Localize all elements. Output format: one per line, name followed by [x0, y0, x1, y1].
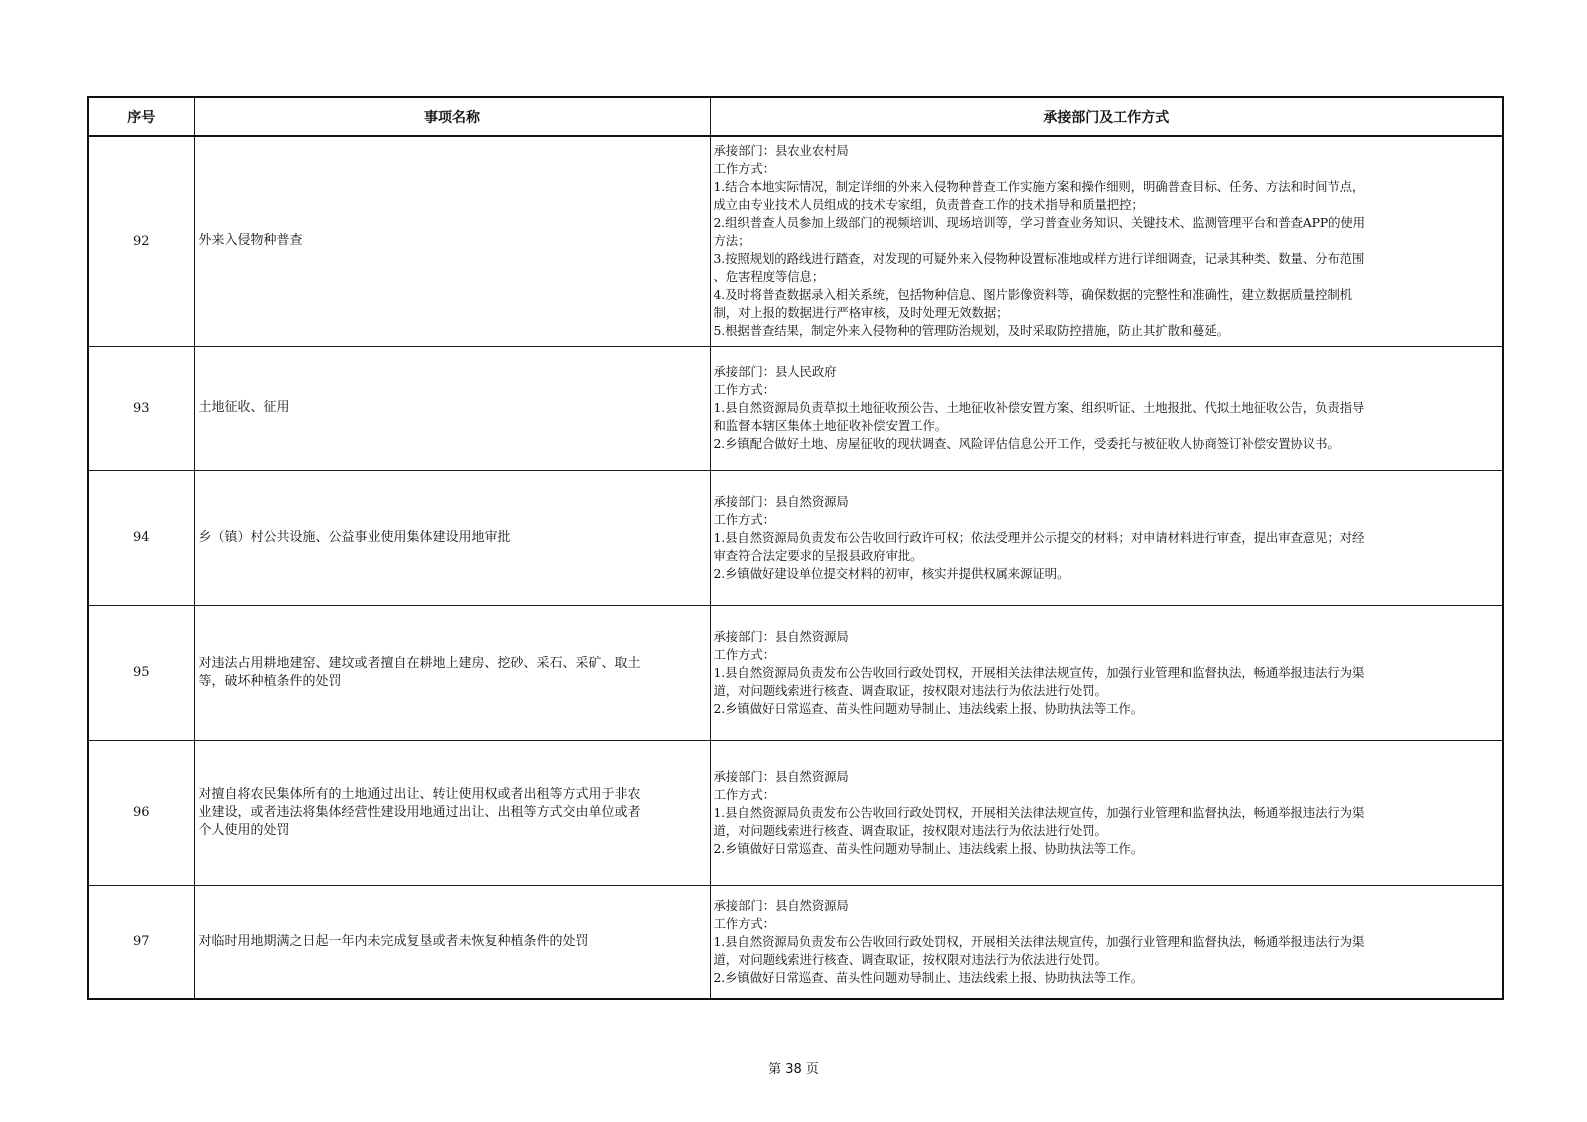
item-name: 土地征收、征用 — [194, 346, 710, 470]
method-label: 工作方式： — [713, 382, 775, 397]
method-line: 道，对问题线索进行核查、调查取证，按权限对违法行为依法进行处罚。 — [713, 951, 1107, 967]
item-name-line: 个人使用的处罚 — [198, 822, 290, 838]
method-label: 工作方式： — [713, 786, 775, 802]
method-line: 1.县自然资源局负责发布公告收回行政处罚权，开展相关法律法规宣传，加强行业管理和监督执法，畅通举报违法行为渠 — [713, 664, 1365, 680]
item-name-line: 对擅自将农民集体所有的土地通过出让、转让使用权或者出租等方式用于非农 — [198, 786, 641, 802]
row-number: 93 — [88, 346, 194, 470]
dept-and-method — [710, 885, 1503, 999]
item-name-line: 对违法占用耕地建窑、建坟或者擅自在耕地上建房、挖砂、采石、采矿、取土 — [198, 655, 641, 671]
dept-and-method — [710, 136, 1503, 346]
dept-line: 承接部门：县自然资源局 — [713, 768, 849, 784]
method-line: 2.乡镇做好日常巡查、苗头性问题劝导制止、违法线索上报、协助执法等工作。 — [713, 840, 1144, 856]
header-row — [88, 97, 1503, 136]
dept-line: 承接部门：县自然资源局 — [713, 493, 849, 509]
dept-and-method — [710, 346, 1503, 470]
header-name: 事项名称 — [194, 97, 710, 136]
item-name — [194, 605, 710, 740]
method-label: 工作方式： — [713, 646, 775, 662]
method-line: 、危害程度等信息； — [713, 269, 825, 285]
method-line: 1.县自然资源局负责草拟土地征收预公告、土地征收补偿安置方案、组织听证、土地报批、代拟土地征收公告，负责指导 — [713, 400, 1365, 415]
item-name: 对临时用地期满之日起一年内未完成复垦或者未恢复种植条件的处罚 — [194, 885, 710, 999]
header-dept: 承接部门及工作方式 — [710, 97, 1503, 136]
method-line: 成立由专业技术人员组成的技术专家组，负责普查工作的技术指导和质量把控； — [713, 197, 1144, 213]
method-line: 方法； — [713, 233, 751, 249]
method-line: 审查符合法定要求的呈报县政府审批。 — [713, 547, 923, 563]
dept-and-method — [710, 740, 1503, 885]
method-line: 1.结合本地实际情况，制定详细的外来入侵物种普查工作实施方案和操作细则，明确普查目标、任务、方法和时间节点， — [713, 179, 1365, 195]
item-name: 外来入侵物种普查 — [194, 136, 710, 346]
method-line: 1.县自然资源局负责发布公告收回行政许可权；依法受理并公示提交的材料；对申请材料进行审查，提出审查意见；对经 — [713, 529, 1365, 545]
table-row — [88, 605, 1503, 740]
items-table — [87, 96, 1504, 1000]
header-no: 序号 — [88, 97, 194, 136]
method-label: 工作方式： — [713, 161, 775, 177]
method-line: 2.组织普查人员参加上级部门的视频培训、现场培训等，学习普查业务知识、关键技术、监测管理平台和普查APP的使用 — [713, 215, 1365, 231]
method-line: 2.乡镇配合做好土地、房屋征收的现状调查、风险评估信息公开工作，受委托与被征收人协商签订补偿安置协议书。 — [713, 436, 1340, 451]
dept-line: 承接部门：县自然资源局 — [713, 897, 849, 913]
item-name — [194, 740, 710, 885]
row-number: 95 — [88, 605, 194, 740]
dept-line: 承接部门：县自然资源局 — [713, 628, 849, 644]
row-number: 96 — [88, 740, 194, 885]
table-row — [88, 470, 1503, 605]
method-line: 和监督本辖区集体土地征收补偿安置工作。 — [713, 418, 948, 433]
item-name-line: 业建设，或者违法将集体经营性建设用地通过出让、出租等方式交由单位或者 — [198, 804, 641, 820]
method-line: 1.县自然资源局负责发布公告收回行政处罚权，开展相关法律法规宣传，加强行业管理和监督执法，畅通举报违法行为渠 — [713, 804, 1365, 820]
row-number: 92 — [88, 136, 194, 346]
dept-line: 承接部门：县农业农村局 — [713, 143, 849, 159]
method-line: 4.及时将普查数据录入相关系统，包括物种信息、图片影像资料等，确保数据的完整性和准确性，建立数据质量控制机 — [713, 287, 1352, 303]
dept-line: 承接部门：县人民政府 — [713, 364, 837, 379]
page-number: 第 38 页 — [768, 1062, 819, 1077]
method-line: 道，对问题线索进行核查、调查取证，按权限对违法行为依法进行处罚。 — [713, 822, 1107, 838]
method-line: 1.县自然资源局负责发布公告收回行政处罚权，开展相关法律法规宣传，加强行业管理和监督执法，畅通举报违法行为渠 — [713, 933, 1365, 949]
method-line: 3.按照规划的路线进行踏查，对发现的可疑外来入侵物种设置标准地或样方进行详细调查，记录其种类、数量、分布范围 — [713, 251, 1365, 267]
method-label: 工作方式： — [713, 511, 775, 527]
table-row — [88, 346, 1503, 470]
method-line: 5.根据普查结果，制定外来入侵物种的管理防治规划，及时采取防控措施，防止其扩散和蔓延。 — [713, 323, 1230, 339]
method-line: 2.乡镇做好日常巡查、苗头性问题劝导制止、违法线索上报、协助执法等工作。 — [713, 700, 1144, 716]
table-row — [88, 740, 1503, 885]
method-label: 工作方式： — [713, 915, 775, 931]
row-number: 94 — [88, 470, 194, 605]
table-row — [88, 136, 1503, 346]
method-line: 道，对问题线索进行核查、调查取证，按权限对违法行为依法进行处罚。 — [713, 682, 1107, 698]
method-line: 制，对上报的数据进行严格审核，及时处理无效数据； — [713, 305, 1009, 321]
item-name: 乡（镇）村公共设施、公益事业使用集体建设用地审批 — [194, 470, 710, 605]
item-name-line: 等，破坏种植条件的处罚 — [198, 673, 342, 689]
table-row — [88, 885, 1503, 999]
dept-and-method — [710, 470, 1503, 605]
method-line: 2.乡镇做好建设单位提交材料的初审，核实并提供权属来源证明。 — [713, 565, 1070, 581]
dept-and-method — [710, 605, 1503, 740]
method-line: 2.乡镇做好日常巡查、苗头性问题劝导制止、违法线索上报、协助执法等工作。 — [713, 969, 1144, 985]
row-number: 97 — [88, 885, 194, 999]
